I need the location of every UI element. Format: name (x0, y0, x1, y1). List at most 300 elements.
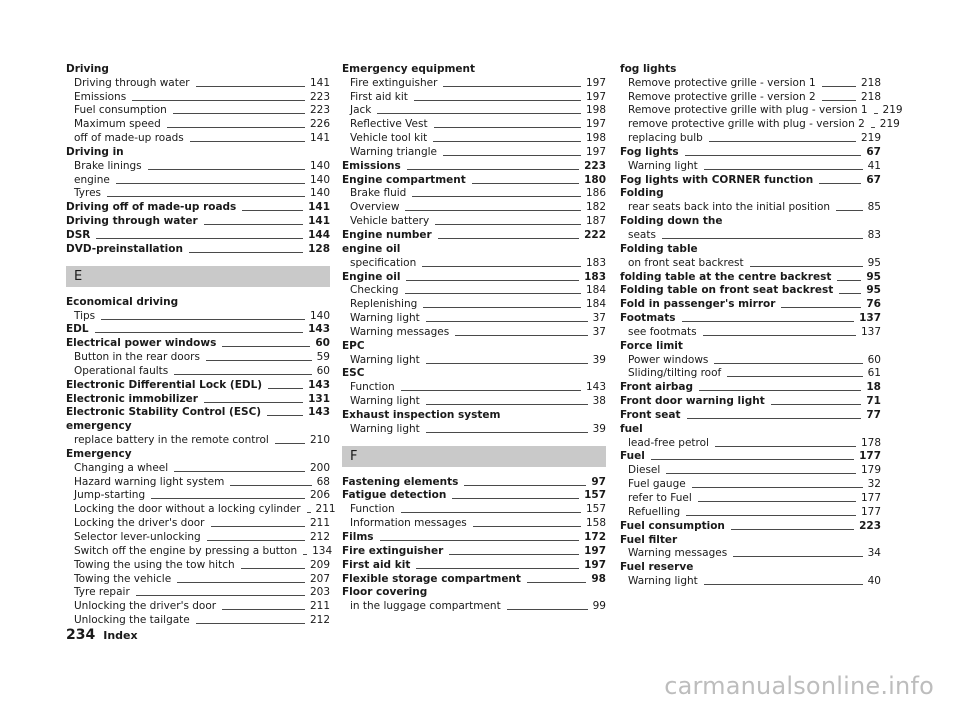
entry-text: on front seat backrest (628, 256, 744, 269)
entry-text: Overview (350, 201, 400, 214)
index-subentry (66, 364, 330, 378)
index-entry (620, 450, 881, 464)
leader-line (412, 196, 581, 197)
leader-line (377, 113, 581, 114)
page-ref: 211 (309, 600, 330, 613)
leader-line (443, 86, 581, 87)
leader-line (401, 390, 581, 391)
entry-text: Fatigue detection (342, 489, 447, 502)
entry-text: DSR (66, 228, 91, 241)
index-subentry (342, 76, 606, 90)
index-subentry (620, 353, 881, 367)
leader-line (819, 183, 861, 184)
leader-line (750, 266, 863, 267)
index-subentry (66, 350, 330, 364)
entry-text: Fog lights with CORNER function (620, 173, 814, 186)
leader-line (727, 376, 862, 377)
leader-line (406, 280, 579, 281)
index-subentry (66, 104, 330, 118)
entry-text: Switch off the engine by pressing a button (74, 544, 298, 557)
index-subentry (66, 461, 330, 475)
page-ref: 83 (867, 228, 881, 241)
leader-line (107, 196, 305, 197)
page-ref: 137 (860, 325, 881, 338)
page-ref: 182 (585, 201, 606, 214)
page-ref: 41 (867, 159, 881, 172)
entry-text: Locking the door without a locking cylinder (74, 503, 301, 516)
leader-line (426, 404, 588, 405)
entry-text: Driving in (66, 145, 124, 158)
index-entry (342, 586, 606, 600)
leader-line (190, 141, 305, 142)
page-ref: 197 (585, 76, 606, 89)
page-ref: 60 (316, 364, 330, 377)
leader-line (709, 141, 856, 142)
entry-text: replace battery in the remote control (74, 434, 269, 447)
index-subentry (620, 574, 881, 588)
entry-text: Electronic Stability Control (ESC) (66, 406, 262, 419)
entry-text: First aid kit (342, 558, 411, 571)
page-ref: 197 (584, 544, 606, 557)
entry-text: Remove protective grille with plug - version 1 (628, 104, 868, 117)
entry-text: Tyres (74, 187, 102, 200)
page-ref: 218 (860, 90, 881, 103)
page-ref: 212 (309, 531, 330, 543)
entry-text: Function (350, 503, 395, 516)
page-ref: 141 (308, 215, 330, 228)
page-ref: 198 (585, 132, 606, 145)
page-ref: 37 (592, 312, 606, 325)
leader-line (151, 498, 305, 499)
entry-text: fog lights (620, 62, 677, 75)
page-ref: 39 (592, 353, 606, 366)
index-entry (66, 228, 330, 242)
index-entry (620, 560, 881, 574)
leader-line (101, 319, 305, 320)
page-ref: 38 (592, 395, 606, 408)
leader-line (464, 485, 586, 486)
leader-line (405, 293, 581, 294)
index-entry (342, 558, 606, 572)
index-subentry (66, 516, 330, 530)
entry-text: Warning light (350, 422, 420, 435)
entry-text: Driving through water (74, 76, 190, 89)
index-subentry (342, 214, 606, 228)
index-entry (66, 323, 330, 337)
page-ref: 157 (584, 489, 606, 502)
index-subentry (66, 613, 330, 627)
entry-text: Information messages (350, 517, 467, 530)
leader-line (96, 238, 303, 239)
page-ref: 128 (308, 242, 330, 255)
page-ref: 99 (592, 600, 606, 613)
page-ref: 140 (309, 173, 330, 186)
index-subentry (66, 309, 330, 323)
index-column-2 (342, 62, 606, 613)
page-ref: 60 (315, 337, 330, 350)
page-ref: 95 (866, 270, 881, 283)
entry-text: Front airbag (620, 381, 694, 394)
index-subentry (620, 200, 881, 214)
leader-line (307, 512, 311, 513)
leader-line (267, 415, 303, 416)
section-title: Index (103, 629, 138, 642)
watermark: carmanualsonline.info (664, 672, 934, 700)
leader-line (95, 332, 303, 333)
leader-line (455, 335, 587, 336)
leader-line (173, 113, 305, 114)
entry-text: Jump-starting (74, 489, 146, 502)
entry-text: replacing bulb (628, 132, 703, 145)
index-entry (342, 242, 606, 256)
leader-line (204, 402, 303, 403)
index-subentry (342, 325, 606, 339)
index-subentry (620, 76, 881, 90)
index-subentry (66, 159, 330, 173)
index-entry (620, 533, 881, 547)
entry-text: Front seat (620, 408, 681, 421)
entry-text: Warning messages (628, 547, 728, 560)
leader-line (196, 86, 305, 87)
entry-text: Fuel consumption (74, 104, 167, 117)
index-subentry (66, 173, 330, 187)
page-ref: 141 (309, 132, 330, 145)
leader-line (699, 390, 861, 391)
entry-text: Fold in passenger's mirror (620, 298, 776, 311)
page-ref: 61 (867, 367, 881, 380)
page-ref: 223 (584, 159, 606, 172)
entry-text: Brake fluid (350, 187, 407, 200)
leader-line (207, 540, 305, 541)
leader-line (836, 210, 863, 211)
index-entry (620, 339, 881, 353)
entry-text: Fuel (620, 450, 645, 463)
leader-line (275, 443, 305, 444)
leader-line (682, 321, 855, 322)
index-subentry (66, 76, 330, 90)
entry-text: Operational faults (74, 364, 169, 377)
index-subentry (342, 297, 606, 311)
page-ref: 95 (866, 284, 881, 297)
leader-line (434, 127, 581, 128)
entry-text: Warning light (350, 353, 420, 366)
entry-text: Brake linings (74, 159, 142, 172)
index-entry (620, 394, 881, 408)
leader-line (443, 155, 581, 156)
entry-text: Exhaust inspection system (342, 408, 501, 421)
leader-line (230, 485, 311, 486)
page-ref: 183 (585, 256, 606, 269)
index-subentry (66, 117, 330, 131)
index-entry (342, 408, 606, 422)
entry-text: Driving (66, 62, 109, 75)
page-ref: 140 (309, 309, 330, 322)
entry-text: Electronic immobilizer (66, 392, 198, 405)
page-ref: 226 (309, 118, 330, 131)
page-ref: 76 (866, 298, 881, 311)
entry-text: folding table at the centre backrest (620, 270, 832, 283)
index-subentry (66, 530, 330, 544)
index-subentry (620, 477, 881, 491)
entry-text: Warning light (350, 395, 420, 408)
leader-line (781, 307, 861, 308)
leader-line (771, 404, 862, 405)
entry-text: Fire extinguisher (342, 544, 444, 557)
index-entry (342, 270, 606, 284)
leader-line (452, 498, 579, 499)
index-subentry (66, 131, 330, 145)
index-subentry (620, 505, 881, 519)
index-entry (620, 422, 881, 436)
page-ref: 71 (866, 395, 881, 408)
leader-line (871, 127, 875, 128)
index-entry (620, 187, 881, 201)
entry-text: Warning triangle (350, 145, 437, 158)
index-entry (66, 406, 330, 420)
page-ref: 37 (592, 325, 606, 338)
index-entry (620, 270, 881, 284)
page-ref: 178 (860, 436, 881, 449)
index-subentry (66, 599, 330, 613)
index-subentry (66, 586, 330, 600)
leader-line (303, 554, 307, 555)
page-ref: 200 (309, 461, 330, 474)
leader-line (472, 183, 579, 184)
page-ref: 143 (308, 406, 330, 419)
page-ref: 39 (592, 422, 606, 435)
entry-text: Emergency equipment (342, 62, 476, 75)
entry-text: refer to Fuel (628, 492, 692, 504)
index-subentry (342, 117, 606, 131)
entry-text: Folding down the (620, 215, 723, 228)
entry-text: Diesel (628, 464, 661, 477)
leader-line (405, 210, 581, 211)
index-subentry (620, 228, 881, 242)
leader-line (662, 238, 863, 239)
entry-text: Engine oil (342, 270, 401, 283)
index-entry (342, 173, 606, 187)
entry-text: seats (628, 228, 656, 241)
index-subentry (342, 90, 606, 104)
leader-line (715, 446, 856, 447)
page-ref: 211 (315, 503, 336, 516)
page-ref: 67 (866, 173, 881, 186)
index-entry (342, 159, 606, 173)
index-subentry (342, 380, 606, 394)
index-subentry (342, 145, 606, 159)
leader-line (136, 595, 305, 596)
index-entry (620, 297, 881, 311)
index-entry (66, 242, 330, 256)
leader-line (733, 556, 862, 557)
entry-text: Fastening elements (342, 475, 459, 488)
entry-text: Button in the rear doors (74, 351, 200, 364)
page-ref: 212 (309, 614, 330, 627)
page-ref: 218 (860, 76, 881, 89)
leader-line (874, 113, 878, 114)
page-ref: 206 (309, 489, 330, 502)
entry-text: specification (350, 256, 417, 269)
page-ref: 207 (309, 572, 330, 585)
page-number: 234 (66, 627, 96, 643)
entry-text: Unlocking the driver's door (74, 600, 217, 613)
entry-text: Front door warning light (620, 395, 765, 408)
entry-text: Unlocking the tailgate (74, 614, 190, 627)
entry-text: EPC (342, 339, 365, 352)
page-ref: 184 (585, 298, 606, 311)
entry-text: Towing the vehicle (74, 572, 172, 585)
page-ref: 34 (867, 547, 881, 560)
page-ref: 222 (584, 228, 606, 241)
leader-line (116, 183, 305, 184)
page-ref: 223 (859, 519, 881, 532)
index-entry (66, 336, 330, 350)
page-ref: 68 (316, 475, 330, 488)
entry-text: Driving off of made-up roads (66, 201, 237, 214)
page-ref: 187 (585, 215, 606, 228)
page-ref: 186 (585, 187, 606, 200)
entry-text: Folding table (620, 242, 698, 255)
entry-text: Tips (74, 309, 96, 322)
leader-line (704, 169, 863, 170)
leader-line (473, 526, 581, 527)
leader-line (449, 554, 579, 555)
index-subentry (66, 433, 330, 447)
entry-text: Warning messages (350, 325, 450, 338)
entry-text: Function (350, 381, 395, 394)
leader-line (204, 224, 303, 225)
entry-text: remove protective grille with plug - version 2 (628, 118, 865, 131)
page-ref: 140 (309, 187, 330, 200)
leader-line (687, 418, 862, 419)
index-entry (66, 62, 330, 76)
page-ref: 131 (308, 392, 330, 405)
leader-line (692, 487, 863, 488)
page-footer (66, 627, 138, 643)
entry-text: Sliding/tilting roof (628, 367, 722, 380)
page-ref: 177 (860, 492, 881, 504)
leader-line (666, 473, 856, 474)
leader-line (167, 127, 305, 128)
leader-line (714, 363, 862, 364)
index-entry (66, 447, 330, 461)
index-entry (620, 62, 881, 76)
index-subentry (342, 502, 606, 516)
leader-line (703, 335, 856, 336)
entry-text: Emergency (66, 447, 132, 460)
entry-text: engine oil (342, 242, 401, 255)
index-subentry (342, 284, 606, 298)
leader-line (438, 238, 579, 239)
entry-text: Films (342, 531, 374, 543)
entry-text: Warning light (628, 575, 698, 588)
entry-text: Replenishing (350, 298, 418, 311)
index-entry (66, 214, 330, 228)
index-subentry (66, 502, 336, 516)
page-ref: 198 (585, 104, 606, 117)
entry-text: Fuel consumption (620, 519, 725, 532)
index-subentry (620, 463, 881, 477)
entry-text: Engine number (342, 228, 432, 241)
index-subentry (620, 90, 881, 104)
page-ref: 211 (309, 517, 330, 530)
index-entry (66, 295, 330, 309)
leader-line (426, 432, 588, 433)
index-subentry (66, 187, 330, 201)
entry-text: Remove protective grille - version 2 (628, 90, 816, 103)
index-subentry (620, 131, 881, 145)
index-subentry (342, 131, 606, 145)
index-entry (620, 242, 881, 256)
page-ref: 197 (585, 118, 606, 131)
leader-line (698, 501, 856, 502)
page-ref: 98 (591, 572, 606, 585)
leader-line (651, 459, 854, 460)
entry-text: Jack (350, 104, 372, 117)
leader-line (731, 529, 854, 530)
index-entry (620, 408, 881, 422)
index-entry (342, 530, 606, 544)
index-subentry (342, 256, 606, 270)
leader-line (196, 623, 305, 624)
index-subentry (620, 367, 881, 381)
entry-text: Footmats (620, 312, 676, 325)
leader-line (426, 363, 588, 364)
entry-text: Fuel filter (620, 533, 678, 546)
entry-text: fuel (620, 422, 643, 435)
page-ref: 97 (591, 475, 606, 488)
page-ref: 141 (308, 201, 330, 214)
page-ref: 177 (860, 505, 881, 518)
entry-text: engine (74, 173, 110, 186)
entry-text: Reflective Vest (350, 118, 428, 131)
index-subentry (620, 159, 881, 173)
page-ref: 197 (585, 90, 606, 103)
index-entry (342, 572, 606, 586)
entry-text: rear seats back into the initial position (628, 201, 831, 214)
entry-text: Tyre repair (74, 586, 130, 599)
index-entry (342, 475, 606, 489)
index-entry (66, 200, 330, 214)
index-entry (66, 378, 330, 392)
leader-line (822, 86, 856, 87)
index-subentry (66, 558, 330, 572)
index-subentry (66, 475, 330, 489)
page-ref: 95 (867, 256, 881, 269)
page-ref: 223 (309, 104, 330, 117)
leader-line (174, 471, 305, 472)
page-ref: 60 (867, 353, 881, 366)
index-letter-header: F (342, 446, 606, 467)
page-ref: 18 (866, 381, 881, 394)
entry-text: Emissions (74, 90, 127, 103)
entry-text: Locking the driver's door (74, 517, 205, 530)
index-entry (342, 339, 606, 353)
leader-line (837, 280, 861, 281)
leader-line (407, 169, 579, 170)
index-column-1 (66, 62, 336, 627)
leader-line (704, 584, 863, 585)
page-ref: 197 (585, 145, 606, 158)
page-ref: 197 (584, 558, 606, 571)
index-subentry (620, 491, 881, 505)
page-ref: 141 (309, 76, 330, 89)
leader-line (174, 374, 311, 375)
page-ref: 40 (867, 575, 881, 588)
index-subentry (620, 547, 881, 561)
leader-line (507, 609, 588, 610)
entry-text: Power windows (628, 353, 709, 366)
